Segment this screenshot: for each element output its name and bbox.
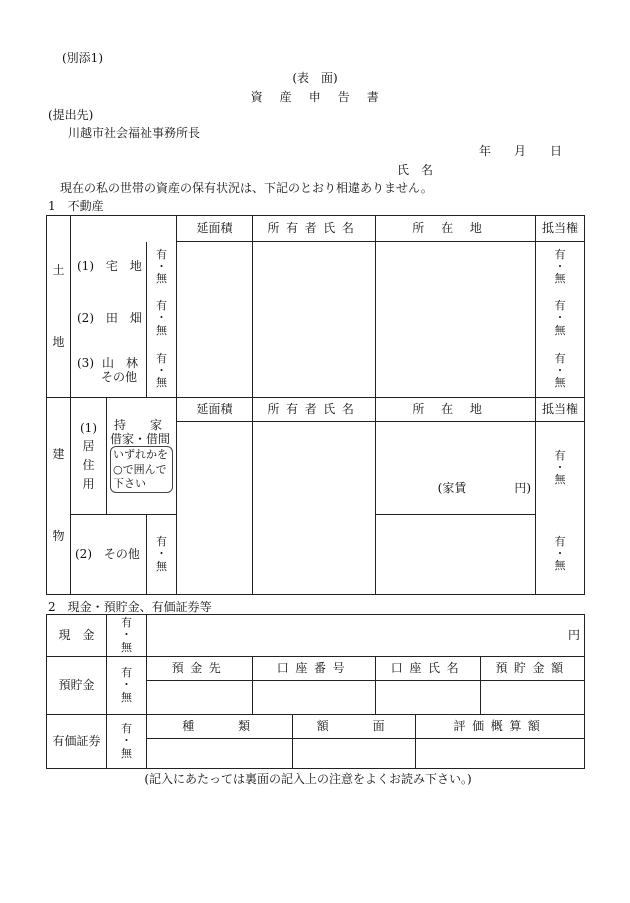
land-field-mortgage[interactable]: 有 ・ 無 — [536, 293, 585, 345]
land-table — [46, 215, 585, 398]
building-other-location-field[interactable] — [376, 515, 536, 595]
land-row-residential: (1) 宅 地 — [71, 242, 147, 293]
building-col-location: 所在地 — [376, 398, 536, 422]
savings-col-balance: 預貯金額 — [481, 657, 585, 681]
addressee: 川越市社会福祉事務所長 — [68, 126, 201, 140]
savings-col-bank: 預金先 — [147, 657, 253, 681]
land-col-location: 所在地 — [376, 216, 536, 242]
residence-label: (1) 居 住 用 — [71, 398, 107, 515]
building-other-yn[interactable]: 有 ・ 無 — [147, 515, 177, 595]
land-row-field: (2) 田 畑 — [71, 293, 147, 345]
section1-title: 1 不動産 — [48, 199, 104, 213]
building-location-field[interactable] — [376, 422, 536, 515]
savings-col-account-number: 口座番号 — [253, 657, 376, 681]
date-month: 月 — [514, 144, 527, 158]
date-year: 年 — [479, 144, 492, 158]
securities-type-field[interactable] — [147, 739, 293, 769]
land-col-owner: 所有者氏名 — [253, 216, 376, 242]
land-residential-yn[interactable]: 有 ・ 無 — [147, 242, 177, 293]
rent-house-option[interactable]: 借家・借間 — [110, 431, 171, 446]
land-label: 土 地 — [47, 216, 71, 398]
savings-account-name-field[interactable] — [376, 681, 481, 715]
savings-yn[interactable]: 有 ・ 無 — [107, 657, 147, 715]
savings-col-account-name: 口座氏名 — [376, 657, 481, 681]
residence-type-cell[interactable] — [107, 398, 177, 515]
securities-col-face-value: 額 面 — [293, 715, 416, 739]
attachment-label: (別添1) — [62, 51, 103, 65]
building-table — [46, 397, 585, 595]
land-col-mortgage: 抵当権 — [536, 216, 585, 242]
building-area-field[interactable] — [177, 422, 253, 595]
building-col-mortgage: 抵当権 — [536, 398, 585, 422]
land-residential-mortgage[interactable]: 有 ・ 無 — [536, 242, 585, 293]
savings-label: 預貯金 — [47, 657, 107, 715]
rent-amount[interactable]: (家賃 円) — [437, 481, 532, 496]
cash-unit: 円 — [568, 627, 581, 642]
securities-valuation-field[interactable] — [416, 739, 585, 769]
residence-type-note: いずれかを○で囲んで下さい — [110, 446, 173, 493]
cash-yn[interactable]: 有 ・ 無 — [107, 615, 147, 657]
building-other-label: (2) その他 — [71, 515, 147, 595]
section2-title: 2 現金・預貯金、有価証券等 — [48, 600, 212, 614]
land-row-forest: (3) 山 林 その他 — [71, 345, 147, 398]
securities-col-valuation: 評価概算額 — [416, 715, 585, 739]
land-owner-field[interactable] — [253, 242, 376, 398]
building-other-mortgage[interactable]: 有 ・ 無 — [536, 515, 585, 595]
savings-account-number-field[interactable] — [253, 681, 376, 715]
land-location-field[interactable] — [376, 242, 536, 398]
residence-mortgage[interactable]: 有 ・ 無 — [536, 422, 585, 515]
securities-label: 有価証券 — [47, 715, 107, 769]
addressee-label: (提出先) — [48, 108, 94, 122]
own-house-option[interactable]: 持 家 — [114, 417, 163, 432]
securities-face-value-field[interactable] — [293, 739, 416, 769]
land-forest-mortgage[interactable]: 有 ・ 無 — [536, 345, 585, 398]
land-col-area: 延面積 — [177, 216, 253, 242]
land-field-yn[interactable]: 有 ・ 無 — [147, 293, 177, 345]
securities-col-type: 種 類 — [147, 715, 293, 739]
name-label: 氏 名 — [397, 163, 434, 177]
savings-bank-field[interactable] — [147, 681, 253, 715]
footer-note: (記入にあたっては裏面の記入上の注意をよくお読み下さい。) — [144, 772, 472, 786]
building-owner-field[interactable] — [253, 422, 376, 595]
date-day: 日 — [550, 144, 563, 158]
savings-balance-field[interactable] — [481, 681, 585, 715]
building-col-area: 延面積 — [177, 398, 253, 422]
cash-label: 現 金 — [47, 615, 107, 657]
building-col-owner: 所有者氏名 — [253, 398, 376, 422]
building-label: 建 物 — [47, 398, 71, 595]
cash-amount-field[interactable] — [147, 615, 585, 657]
declaration-text: 現在の私の世帯の資産の保有状況は、下記のとおり相違ありません。 — [60, 181, 433, 195]
assets-table — [46, 614, 585, 769]
securities-yn[interactable]: 有 ・ 無 — [107, 715, 147, 769]
document-title: 資 産 申 告 書 — [250, 90, 386, 104]
side-label: (表 面) — [292, 71, 338, 85]
land-forest-yn[interactable]: 有 ・ 無 — [147, 345, 177, 398]
land-area-field[interactable] — [177, 242, 253, 398]
